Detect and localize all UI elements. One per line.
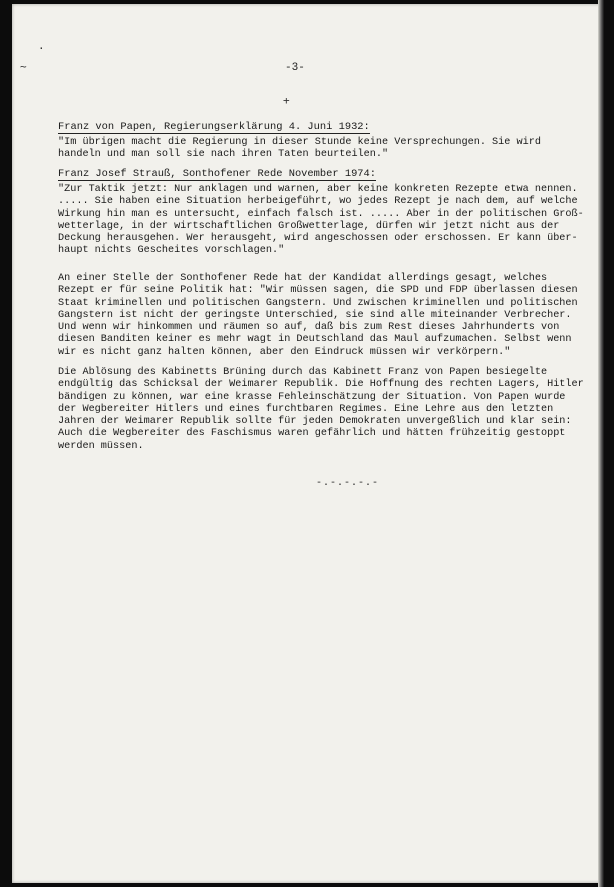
end-separator: -.-.-.-.- [316, 478, 380, 489]
text-line: Auch die Wegbereiter des Faschismus waren gefährlich und hätten frühzeitig gestoppt [58, 428, 566, 440]
page-number: -3- [285, 62, 305, 74]
text-line: Deckung herausgehen. Wer herausgeht, wird angeschossen oder erschossen. Er kann über- [58, 233, 578, 245]
scan-speck: · [38, 42, 45, 55]
text-line: endgültig das Schicksal der Weimarer Republik. Die Hoffnung des rechten Lagers, Hitler [58, 379, 584, 391]
text-line: Jahren der Weimarer Republik sollte für jeden Demokraten unvergeßlich und klar sein: [58, 416, 572, 428]
text-line: wetterlage, in der wirtschaftlichen Großwetterlage, dürfen wir jetzt nicht aus der [58, 220, 560, 232]
paragraph-sonthofen [58, 273, 578, 359]
text-line: werden müssen. [58, 440, 144, 452]
text-line: An einer Stelle der Sonthofener Rede hat der Kandidat allerdings gesagt, welches [58, 273, 548, 284]
scan-speck: ~ [20, 60, 27, 73]
text-line: ..... Sie haben eine Situation herbeigeführt, wo jedes Rezept je nach dem, auf welche [58, 196, 578, 208]
text-line: "Zur Taktik jetzt: Nur anklagen und warnen, aber keine konkreten Rezepte etwa nennen. [58, 184, 578, 195]
text-line: Gangstern ist nicht der geringste Unterschied, sie sind alle miteinander Verbrecher. [58, 309, 572, 321]
text-line: Staat kriminellen und politischen Gangstern. Und zwischen kriminellen und politischen [58, 297, 578, 309]
text-line: Wirkung hin man es untersucht, einfach falsch ist. ..... Aber in der politischen Groß- [58, 208, 584, 220]
section-heading-strauss: Franz Josef Strauß, Sonthofener Rede November 1974: [58, 168, 377, 180]
text-line: Und wenn wir hinkommen und räumen so auf, daß bis zum Rest dieses Jahrhunderts von [58, 322, 560, 334]
paragraph-weimar [58, 367, 584, 453]
section-heading-papen: Franz von Papen, Regierungserklärung 4. Juni 1932: [58, 121, 370, 133]
scan-speck: + [283, 94, 290, 107]
quote-papen [58, 137, 568, 162]
text-line: bändigen zu können, war eine krasse Fehleinschätzung der Situation. Von Papen wurde [58, 391, 566, 403]
text-line: der Wegbereiter Hitlers und eines furchtbaren Regimes. Eine Lehre aus den letzten [58, 403, 554, 415]
text-line: "Im übrigen macht die Regierung in dieser Stunde keine Versprechungen. Sie wird [58, 137, 541, 148]
text-line: Rezept er für seine Politik hat: "Wir müssen sagen, die SPD und FDP überlassen diesen [58, 285, 578, 297]
text-line: Die Ablösung des Kabinetts Brüning durch das Kabinett Franz von Papen besiegelte [58, 367, 548, 378]
page-edge-shadow [598, 0, 604, 887]
quote-strauss [58, 184, 584, 258]
text-line: handeln und man soll sie nach ihren Taten beurteilen." [58, 149, 389, 161]
text-line: haupt nichts Gescheites vorschlagen." [58, 245, 285, 257]
text-line: wir es nicht ganz halten können, aber den Eindruck müssen wir verkörpern." [58, 346, 511, 358]
text-line: diesen Banditen keiner es mehr wagt in Deutschland das Maul aufzumachen. Selbst wenn [58, 334, 572, 346]
